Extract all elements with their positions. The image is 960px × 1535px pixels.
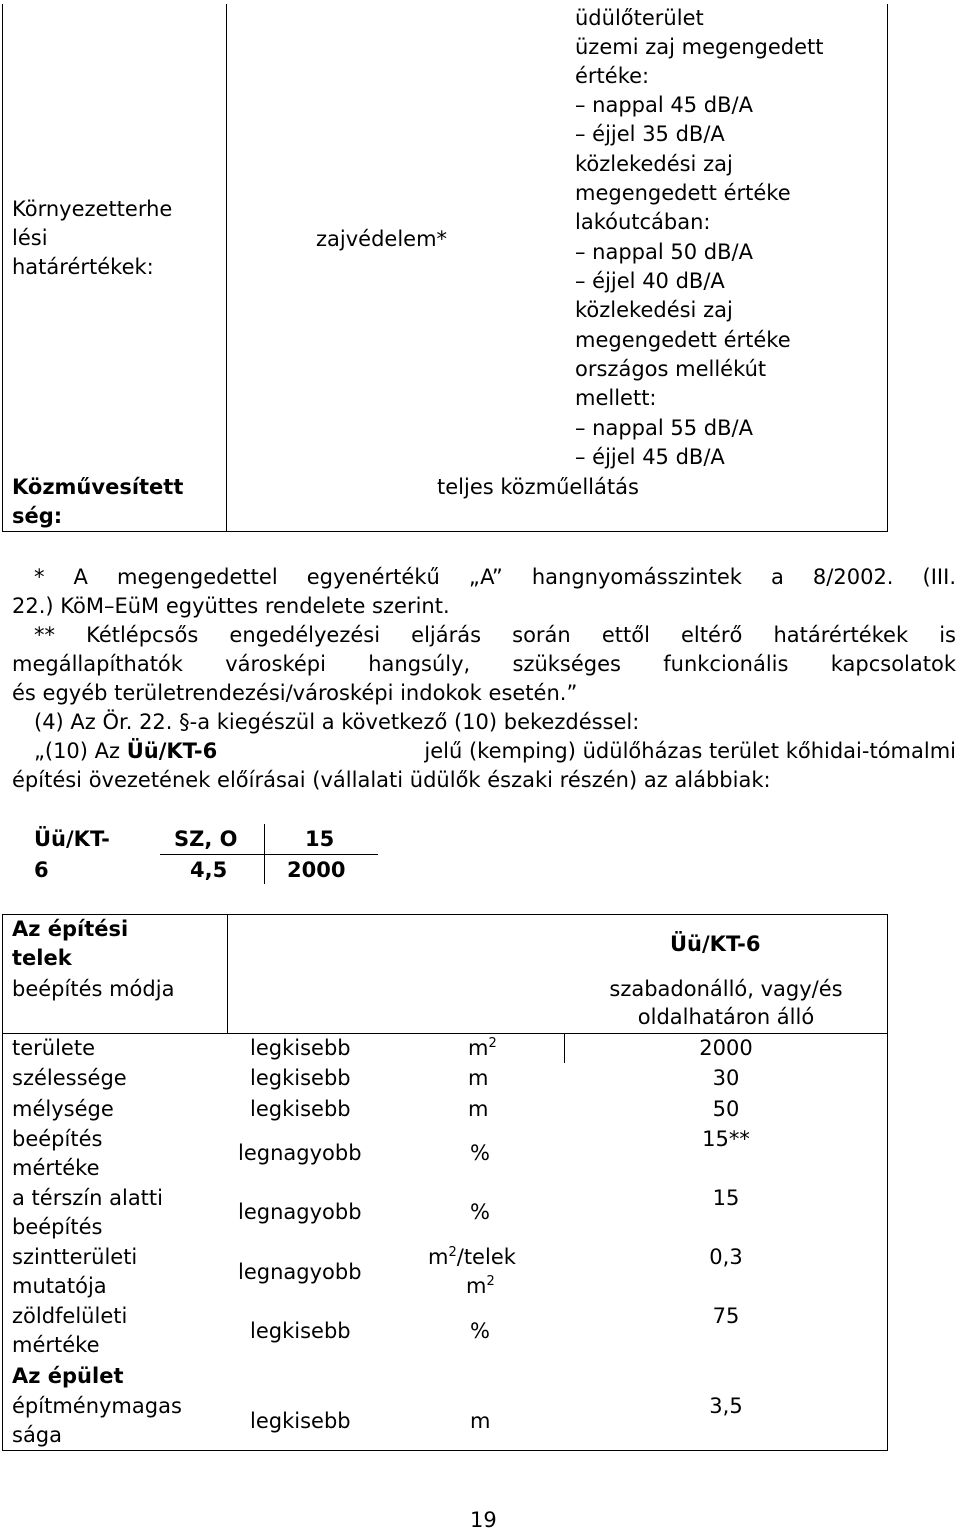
amendment-line xyxy=(34,737,956,766)
amendment-text: jelű (kemping) üdülőházas terület kőhidai-tómalmi xyxy=(417,739,956,763)
amendment-line: építési övezetének előírásai (vállalati üdülők északi részén) az alábbiak: xyxy=(12,768,771,792)
zone-key-cell: 2000 xyxy=(287,858,346,882)
table-border xyxy=(2,531,888,532)
zone-key-divider xyxy=(160,854,378,855)
table-heading: Az építési xyxy=(12,917,129,941)
row-unit: m xyxy=(468,1097,489,1121)
cell-value: 50 xyxy=(712,1097,740,1121)
noise-limit-line: lakóutcában: xyxy=(575,210,711,234)
amendment-text: „(10) Az Üü/KT-6 xyxy=(34,739,218,763)
noise-limit-line: – nappal 45 dB/A xyxy=(575,93,753,117)
row-qualifier: legkisebb xyxy=(250,1097,351,1121)
row-label: beépítés xyxy=(12,1127,103,1151)
noise-limit-line: – nappal 55 dB/A xyxy=(575,416,753,440)
limits-label-line: Környezetterhe xyxy=(12,197,173,221)
noise-limit-line: – éjjel 45 dB/A xyxy=(575,445,725,469)
row-unit: % xyxy=(470,1319,490,1343)
noise-limit-line: megengedett értéke xyxy=(575,181,791,205)
footnote-line: ** Kétlépcsős engedélyezési eljárás során ettől eltérő határértékek is xyxy=(34,623,956,647)
row-unit: $m^2$ xyxy=(468,1036,497,1060)
cell-value: 15 xyxy=(712,1186,740,1210)
zone-code: Üü/KT-6 xyxy=(126,739,218,763)
row-label: zöldfelületi xyxy=(12,1304,128,1328)
utilities-label-line: ség: xyxy=(12,504,63,528)
row-label: szélessége xyxy=(12,1066,127,1090)
noise-limit-line: üdülőterület xyxy=(575,6,704,30)
zone-key-divider xyxy=(264,824,265,884)
cell-value: 3,5 xyxy=(709,1394,743,1418)
table-heading: Az épület xyxy=(12,1364,124,1388)
limits-label-line: lési xyxy=(12,226,48,250)
noise-limit-line: országos mellékút xyxy=(575,357,767,381)
row-unit: $m^2$/telek xyxy=(428,1245,516,1269)
noise-limit-line: – éjjel 35 dB/A xyxy=(575,122,725,146)
cell-value: 75 xyxy=(712,1304,740,1328)
noise-limit-line: közlekedési zaj xyxy=(575,298,733,322)
table-border xyxy=(227,914,228,1033)
noise-limit-line: közlekedési zaj xyxy=(575,152,733,176)
row-qualifier: legkisebb xyxy=(250,1409,351,1433)
footnote-line: 22.) KöM–EüM együttes rendelete szerint. xyxy=(12,594,450,618)
row-label: szintterületi xyxy=(12,1245,138,1269)
row-qualifier: legnagyobb xyxy=(238,1260,362,1284)
page-number: 19 xyxy=(470,1508,497,1532)
row-qualifier: legnagyobb xyxy=(238,1200,362,1224)
zone-key-cell: 15 xyxy=(305,827,335,851)
row-label: beépítés xyxy=(12,1215,103,1239)
cell-value: szabadonálló, vagy/és xyxy=(609,977,843,1001)
row-unit: m xyxy=(468,1066,489,1090)
row-unit: % xyxy=(470,1200,490,1224)
footnote-line: * A megengedettel egyenértékű „A” hangnyomásszintek a 8/2002. (III. xyxy=(34,565,956,589)
row-label: beépítés módja xyxy=(12,977,175,1001)
table-border xyxy=(2,1450,888,1451)
table-border xyxy=(226,4,227,531)
footnote-line: megállapíthatók városképi hangsúly, szükséges funkcionális kapcsolatok xyxy=(12,652,956,676)
table-border xyxy=(2,914,888,915)
row-qualifier: legkisebb xyxy=(250,1036,351,1060)
table-border xyxy=(887,4,888,531)
row-unit: $m^2$ xyxy=(466,1274,495,1298)
zone-key-code: 6 xyxy=(34,858,49,882)
row-label: a térszín alatti xyxy=(12,1186,163,1210)
zone-key-cell: SZ, O xyxy=(174,827,238,851)
table-heading: telek xyxy=(12,946,72,970)
zone-key-code: Üü/KT- xyxy=(34,827,110,851)
row-label: mélysége xyxy=(12,1097,114,1121)
utilities-value: teljes közműellátás xyxy=(437,475,639,499)
row-label: sága xyxy=(12,1423,63,1447)
noise-protection-label: zajvédelem* xyxy=(316,227,448,251)
row-label: mutatója xyxy=(12,1274,107,1298)
zone-column-header: Üü/KT-6 xyxy=(670,932,761,956)
noise-limit-line: üzemi zaj megengedett xyxy=(575,35,824,59)
cell-value: 30 xyxy=(712,1066,740,1090)
cell-value: 2000 xyxy=(699,1036,753,1060)
cell-value: 0,3 xyxy=(709,1245,743,1269)
row-unit: % xyxy=(470,1141,490,1165)
row-qualifier: legnagyobb xyxy=(238,1141,362,1165)
limits-label-line: határértékek: xyxy=(12,255,154,279)
amendment-line: (4) Az Ör. 22. §-a kiegészül a következő (10) bekezdéssel: xyxy=(34,710,640,734)
row-unit: m xyxy=(470,1409,491,1433)
noise-limit-line: – nappal 50 dB/A xyxy=(575,240,753,264)
table-border xyxy=(2,4,3,531)
cell-value: 15** xyxy=(702,1127,750,1151)
footnote-line: és egyéb területrendezési/városképi indokok esetén.” xyxy=(12,681,578,705)
cell-value: oldalhatáron álló xyxy=(637,1005,815,1029)
table-border xyxy=(2,914,3,1450)
row-label: mértéke xyxy=(12,1333,100,1357)
noise-limit-line: – éjjel 40 dB/A xyxy=(575,269,725,293)
noise-limit-line: értéke: xyxy=(575,64,650,88)
row-label: építménymagas xyxy=(12,1394,182,1418)
noise-limit-line: mellett: xyxy=(575,386,657,410)
noise-limit-line: megengedett értéke xyxy=(575,328,791,352)
utilities-label-line: Közművesített xyxy=(12,475,184,499)
row-qualifier: legkisebb xyxy=(250,1319,351,1343)
row-label: mértéke xyxy=(12,1156,100,1180)
row-qualifier: legkisebb xyxy=(250,1066,351,1090)
zone-key-cell: 4,5 xyxy=(190,858,228,882)
row-label: területe xyxy=(12,1036,96,1060)
